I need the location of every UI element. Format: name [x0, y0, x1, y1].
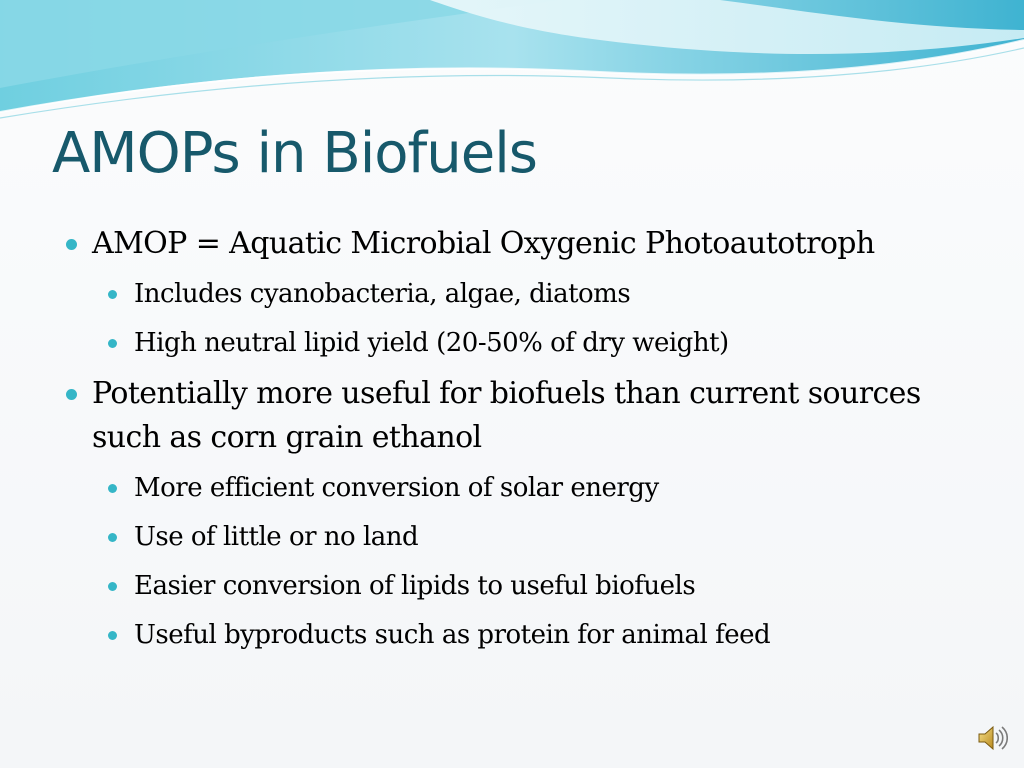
- sub-bullet-text: Easier conversion of lipids to useful biofuels: [134, 571, 696, 601]
- sub-bullet-item: [62, 270, 992, 319]
- sub-bullet-item: [62, 611, 992, 660]
- bullet-text: AMOP = Aquatic Microbial Oxygenic Photoautotroph: [92, 226, 875, 261]
- header-wave-decoration: [0, 0, 1024, 130]
- sub-bullet-item: [62, 464, 992, 513]
- sub-bullet-text: More efficient conversion of solar energy: [134, 473, 659, 503]
- bullet-dot-icon: [108, 631, 117, 640]
- bullet-dot-icon: [108, 290, 117, 299]
- sub-bullet-text: Includes cyanobacteria, algae, diatoms: [134, 279, 631, 309]
- bullet-item: [62, 372, 992, 460]
- bullet-text: Potentially more useful for biofuels than current sources such as corn grain ethanol: [92, 376, 921, 455]
- speaker-icon[interactable]: [976, 722, 1008, 754]
- sub-bullet-item: [62, 562, 992, 611]
- sub-bullet-item: [62, 513, 992, 562]
- bullet-dot-icon: [108, 339, 117, 348]
- sub-bullet-text: Use of little or no land: [134, 522, 419, 552]
- bullet-dot-icon: [108, 582, 117, 591]
- bullet-item: [62, 222, 992, 266]
- bullet-dot-icon: [108, 484, 117, 493]
- bullet-dot-icon: [66, 389, 77, 400]
- bullet-list: [62, 222, 992, 660]
- sub-bullet-text: High neutral lipid yield (20-50% of dry weight): [134, 328, 729, 358]
- sub-bullet-item: [62, 319, 992, 368]
- bullet-dot-icon: [108, 533, 117, 542]
- slide-title: AMOPs in Biofuels: [52, 121, 537, 186]
- sub-bullet-text: Useful byproducts such as protein for animal feed: [134, 620, 771, 650]
- bullet-dot-icon: [66, 239, 77, 250]
